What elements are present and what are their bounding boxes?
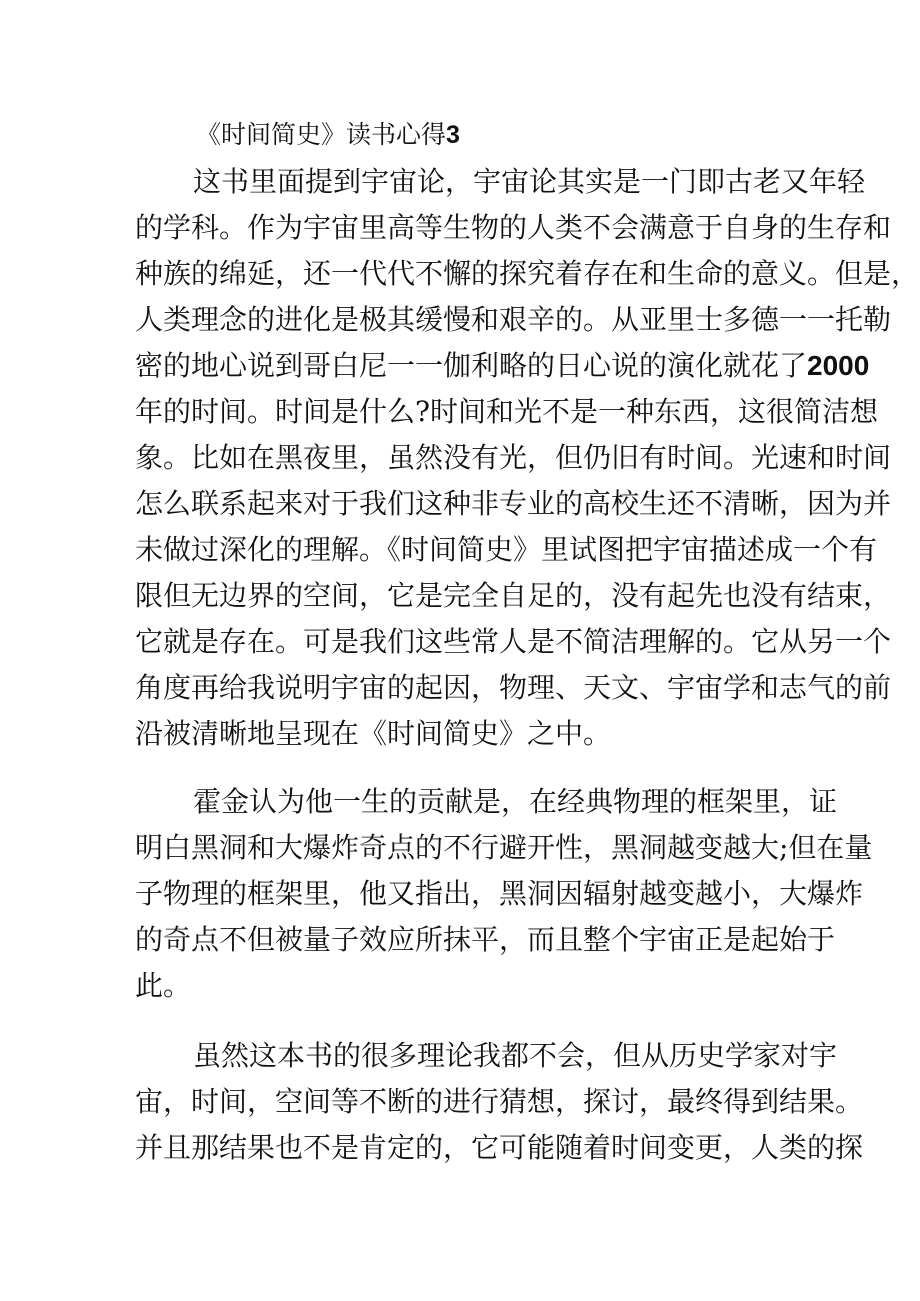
paragraph-line: 的学科。作为宇宙里高等生物的人类不会满意于自身的生存和	[135, 211, 892, 244]
paragraph-line: 角度再给我说明宇宙的起因，物理、天文、宇宙学和志气的前	[135, 671, 892, 704]
paragraph-line: 子物理的框架里，他又指出，黑洞因辐射越变越小，大爆炸	[135, 877, 864, 910]
paragraph-line: 它就是存在。可是我们这些常人是不简洁理解的。它从另一个	[135, 625, 892, 658]
paragraph-line: 沿被清晰地呈现在《时间简史》之中。	[135, 717, 612, 750]
paragraph-line: 此。	[135, 969, 192, 1002]
paragraph-2	[135, 779, 873, 1009]
paragraph-line: 明白黑洞和大爆炸奇点的不行避开性，黑洞越变越大;但在量	[135, 831, 873, 864]
paragraph-line: 虽然这本书的很多理论我都不会，但从历史学家对宇	[193, 1039, 838, 1072]
paragraph-line: 并且那结果也不是肯定的，它可能随着时间变更，人类的探	[135, 1131, 864, 1164]
paragraph-1	[135, 159, 920, 757]
paragraph-line: 人类理念的进化是极其缓慢和艰辛的。从亚里士多德一一托勒	[135, 303, 892, 336]
title-text: 《时间简史》读书心得	[196, 120, 447, 149]
paragraph-line: 种族的绵延，还一代代不懈的探究着存在和生命的意义。但是，	[135, 257, 920, 290]
paragraph-line: 限但无边界的空间，它是完全自足的，没有起先也没有结束，	[135, 579, 892, 612]
paragraph-3	[135, 1033, 864, 1171]
paragraph-line: 象。比如在黑夜里，虽然没有光，但仍旧有时间。光速和时间	[135, 441, 892, 474]
year-number: 2000	[807, 350, 870, 381]
paragraph-line: 未做过深化的理解。《时间简史》里试图把宇宙描述成一个有	[135, 533, 878, 566]
line-text: 密的地心说到哥白尼一一伽利略的日心说的演化就花了	[135, 349, 808, 382]
paragraph-line: 年的时间。时间是什么?时间和光不是一种东西，这很简洁想	[135, 395, 879, 428]
paragraph-line: 这书里面提到宇宙论，宇宙论其实是一门即古老又年轻	[193, 165, 866, 198]
paragraph-line: 的奇点不但被量子效应所抹平，而且整个宇宙正是起始于	[135, 923, 836, 956]
paragraph-line	[135, 343, 870, 389]
paragraph-line: 怎么联系起来对于我们这种非专业的高校生还不清晰，因为并	[135, 487, 892, 520]
paragraph-line: 宙，时间，空间等不断的进行猜想，探讨，最终得到结果。	[135, 1085, 864, 1118]
paragraph-line: 霍金认为他一生的贡献是，在经典物理的框架里，证	[193, 785, 838, 818]
title-number: 3	[446, 121, 460, 149]
document-title	[196, 118, 460, 152]
